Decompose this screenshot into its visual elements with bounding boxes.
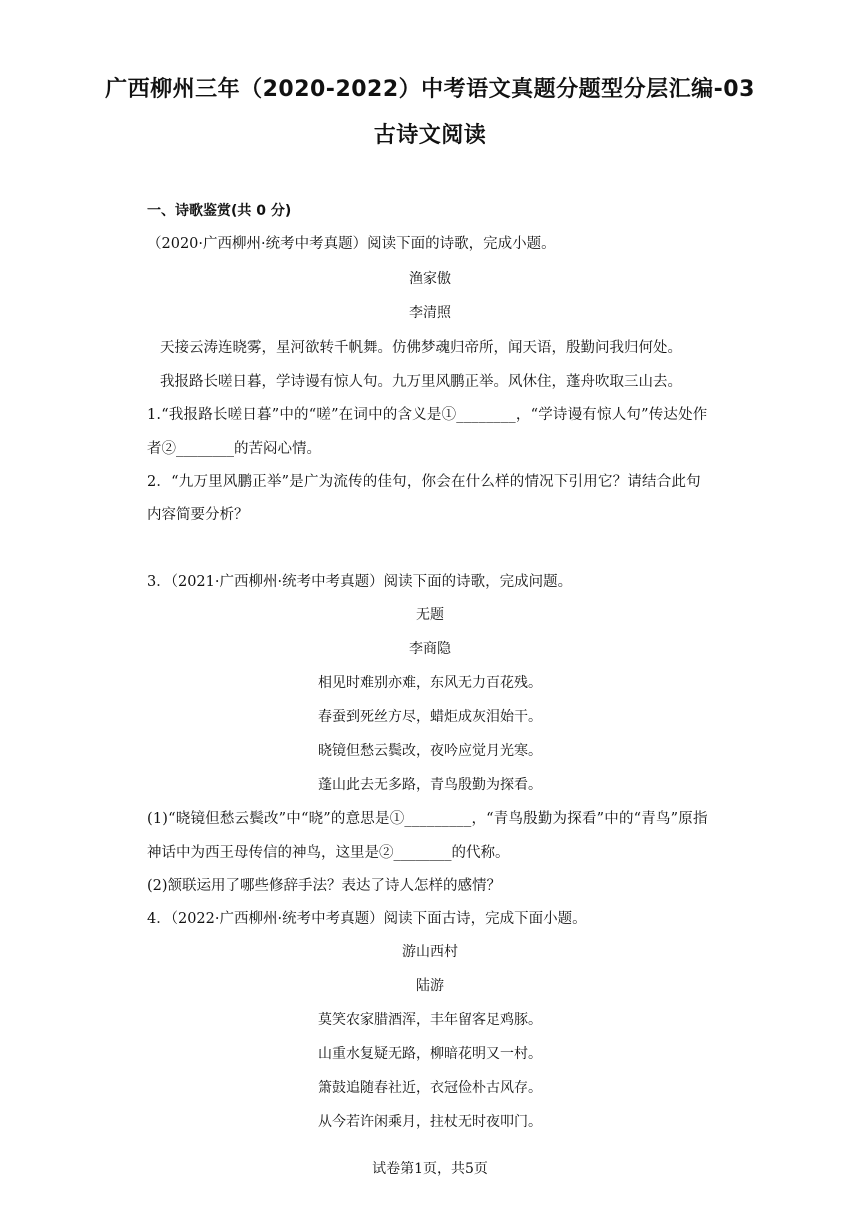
question3-sub1-line2: 神话中为西王母传信的神鸟，这里是②________的代称。 (147, 845, 510, 861)
document-title-line2: 古诗文阅读 (373, 123, 487, 148)
poem1-title: 渔家傲 (409, 271, 451, 287)
question1-line2: 者②________的苦闷心情。 (147, 441, 321, 457)
poem2-author: 李商隐 (409, 641, 451, 657)
poem3-line: 从今若许闲乘月，拄杖无时夜叩门。 (318, 1114, 542, 1130)
question3-sub2: (2)颔联运用了哪些修辞手法？表达了诗人怎样的感情？ (147, 878, 502, 894)
poem1-author: 李清照 (409, 305, 451, 321)
question1-line1: 1.“我报路长嗟日暮”中的“嗟”在词中的含义是①________，“学诗谩有惊人句”传达处作 (147, 407, 708, 423)
question3-intro: 3．（2021·广西柳州·统考中考真题）阅读下面的诗歌，完成问题。 (147, 574, 573, 590)
poem2-line: 春蚕到死丝方尽，蜡炬成灰泪始干。 (318, 709, 542, 725)
section-heading: 一、诗歌鉴赏(共 0 分) (147, 203, 292, 219)
poem3-author: 陆游 (416, 978, 444, 994)
page-footer: 试卷第1页，共5页 (372, 1161, 488, 1177)
poem3-title: 游山西村 (402, 944, 458, 960)
question2-line2: 内容简要分析？ (147, 507, 249, 523)
poem3-line: 莫笑农家腊酒浑，丰年留客足鸡豚。 (318, 1012, 542, 1028)
poem2-line: 晓镜但愁云鬓改，夜吟应觉月光寒。 (318, 743, 542, 759)
document-title-line1: 广西柳州三年（2020-2022）中考语文真题分题型分层汇编-03 (105, 77, 755, 102)
poem3-line: 山重水复疑无路，柳暗花明又一村。 (318, 1046, 542, 1062)
poem2-line: 蓬山此去无多路，青鸟殷勤为探看。 (318, 777, 542, 793)
poem2-title: 无题 (416, 607, 444, 623)
poem1-line: 我报路长嗟日暮，学诗谩有惊人句。九万里风鹏正举。风休住，蓬舟吹取三山去。 (160, 374, 682, 390)
poem3-line: 箫鼓追随春社近，衣冠俭朴古风存。 (318, 1080, 542, 1096)
poem1-line: 天接云涛连晓雾，星河欲转千帆舞。仿佛梦魂归帝所，闻天语，殷勤问我归何处。 (160, 340, 682, 356)
question3-sub1-line1: (1)“晓镜但愁云鬓改”中“晓”的意思是①_________，“青鸟殷勤为探看”中的“青鸟”原指 (147, 811, 708, 827)
poem2-line: 相见时难别亦难，东风无力百花残。 (318, 675, 542, 691)
question2-line1: 2．“九万里风鹏正举”是广为流传的佳句，你会在什么样的情况下引用它？请结合此句 (147, 474, 701, 490)
question4-intro: 4．（2022·广西柳州·统考中考真题）阅读下面古诗，完成下面小题。 (147, 911, 587, 927)
section1-intro: （2020·广西柳州·统考中考真题）阅读下面的诗歌，完成小题。 (147, 236, 556, 252)
